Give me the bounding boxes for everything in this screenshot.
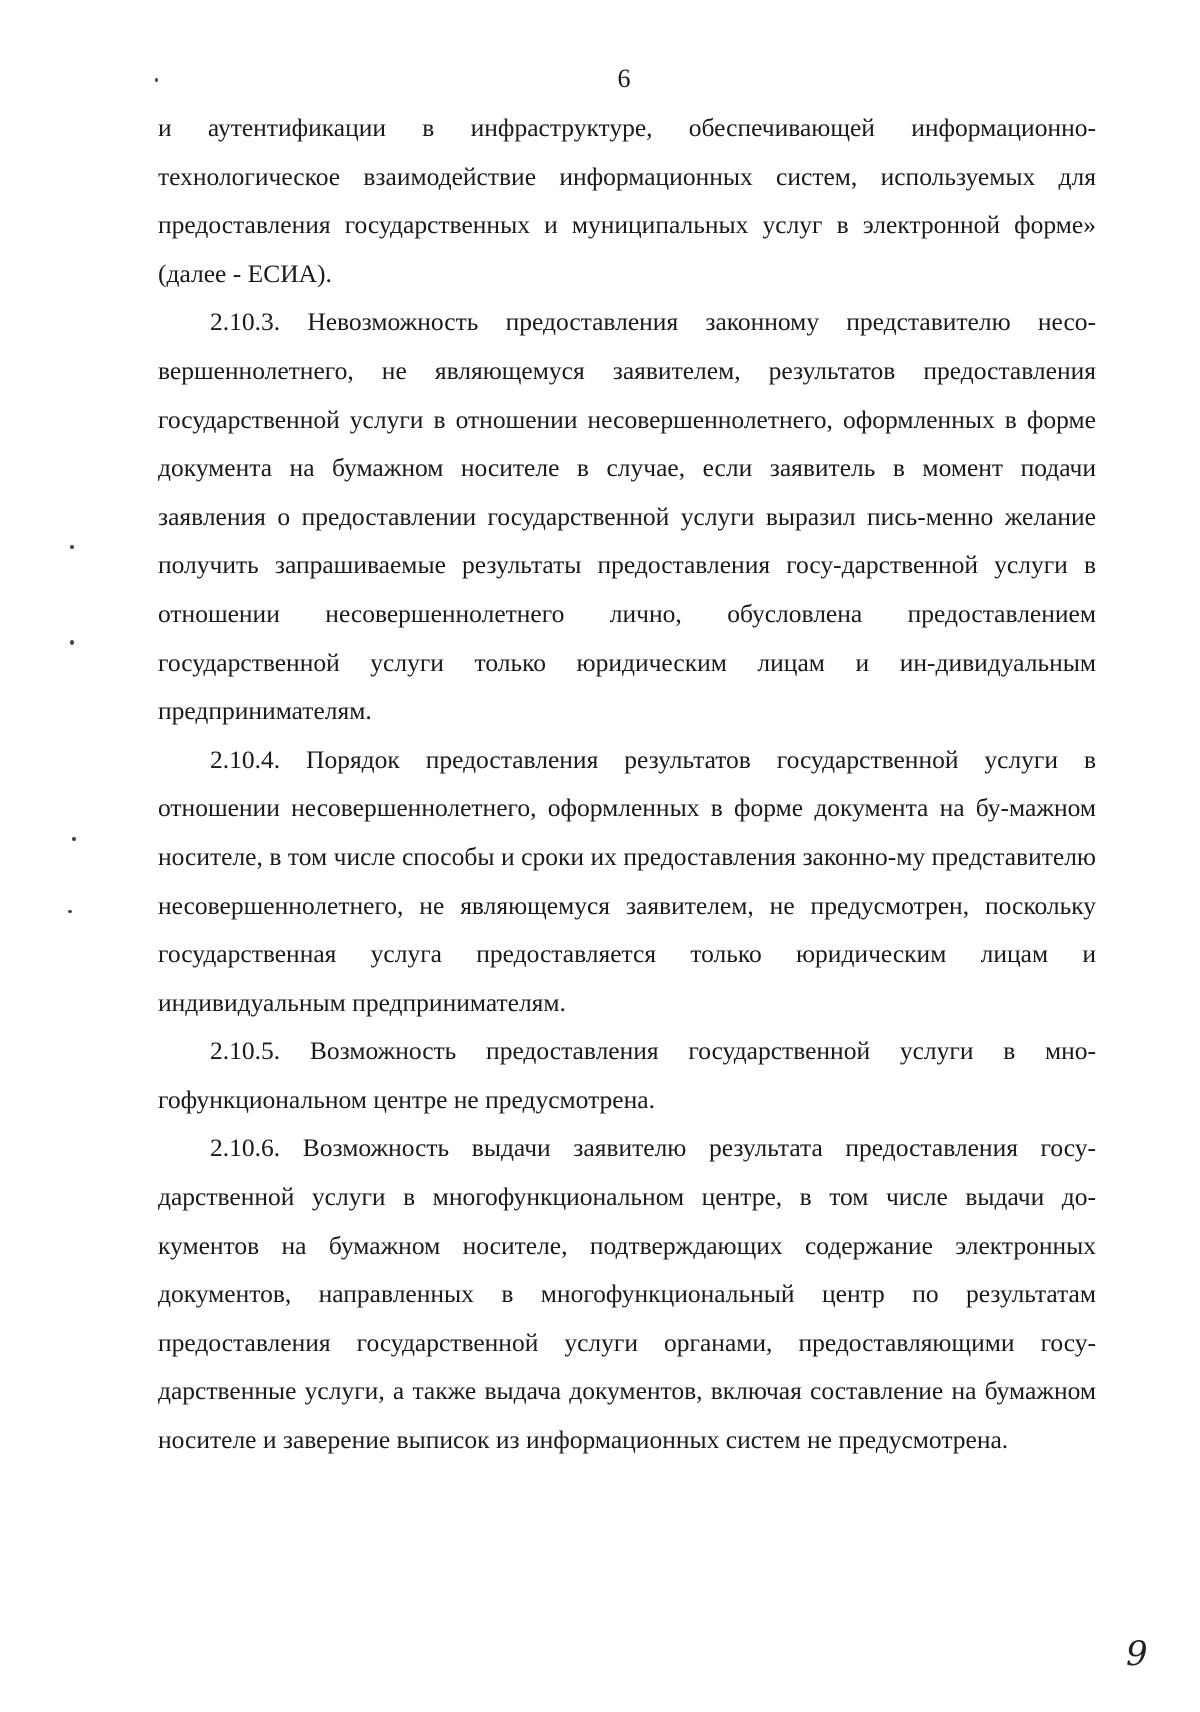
paragraph-continuation: и аутентификации в инфраструктуре, обеспечивающей информационно-технологическое взаимодействие информационных систем, используемых для предоставления государственных и муниципальных услуг в электронной форме» (далее - ЕСИА). [158,113,1096,288]
paragraph-2-10-4: 2.10.4. Порядок предоставления результатов государственной услуги в отношении несовершеннолетнего, оформленных в форме документа на бу-мажном носителе, в том числе способы и сроки их предоставления законно-му представителю несовершеннолетнего, не являющемуся заявителем, не предусмотрен, поскольку государственная услуга предоставляется только юридическим лицам и индивидуальным предпринимателям. [158,744,1096,1017]
scan-speck [70,640,74,645]
paragraph-2-10-6: 2.10.6. Возможность выдачи заявителю результата предоставления госу-дарственной услуги в многофункциональном центре, в том числе выдачи до-кументов на бумажном носителе, подтверждающих содержание электронных документов, направленных в многофункциональный центр по результатам предоставления государственной услуги органами, предоставляющими госу-дарственные услуги, а также выдача документов, включая составление на бумажном носителе и заверение выписок из информационных систем не предусмотрена. [158,1133,1096,1455]
scan-speck [70,545,74,549]
page-number: 6 [617,64,631,93]
document-body [158,104,1096,1465]
handwritten-page-mark: 9 [1126,1634,1148,1674]
paragraph-2-10-5: 2.10.5. Возможность предоставления государственной услуги в мно-гофункциональном центре не предусмотрена. [158,1036,1096,1114]
paragraph-2-10-3: 2.10.3. Невозможность предоставления законному представителю несо-вершеннолетнего, не являющемуся заявителем, результатов предоставления государственной услуги в отношении несовершеннолетнего, оформленных в форме документа на бумажном носителе в случае, если заявитель в момент подачи заявления о предоставлении государственной услуги выразил пись-менно желание получить запрашиваемые результаты предоставления госу-дарственной услуги в отношении несовершеннолетнего лично, обусловлена предоставлением государственной услуги только юридическим лицам и ин-дивидуальным предпринимателям. [158,307,1096,726]
scan-speck [68,910,72,913]
scan-speck [72,837,76,841]
scan-speck [155,78,158,82]
